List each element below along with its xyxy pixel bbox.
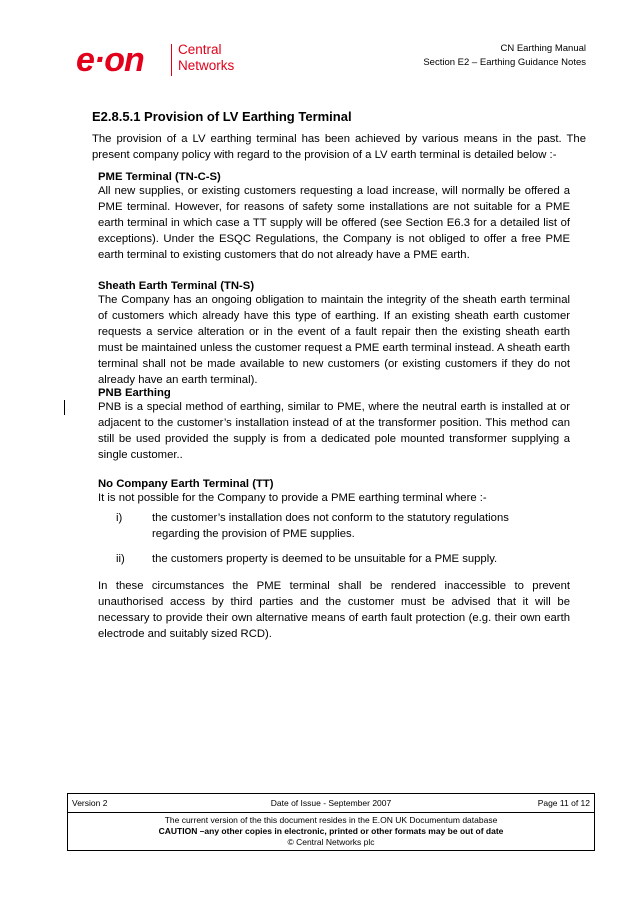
- intro-paragraph: The provision of a LV earthing terminal has been achieved by various means in the past. The present company policy with regard to the provision of a LV earth terminal is detailed below :-: [92, 133, 586, 161]
- section-title: Section E2 – Earthing Guidance Notes: [423, 57, 586, 68]
- footer-note-1: The current version of the this document resides in the E.ON UK Documentum database: [164, 815, 498, 825]
- footer-copyright: © Central Networks plc: [287, 837, 375, 847]
- section-title: PNB Earthing: [98, 387, 171, 399]
- footer-caution: CAUTION –any other copies in electronic, printed or other formats may be out of date: [158, 826, 504, 836]
- list-text: the customer’s installation does not conform to the statutory regulations regarding the provision of PME supplies.: [152, 512, 509, 540]
- section-pme: [98, 171, 570, 263]
- footer-date: Date of Issue - September 2007: [270, 798, 392, 808]
- revision-bar: [64, 400, 65, 415]
- eon-logo-mark: e·on: [76, 41, 144, 79]
- list-item: [98, 510, 538, 542]
- footer-notice: [68, 815, 594, 837]
- section-sheath: [98, 280, 570, 388]
- list-number: i): [116, 512, 123, 524]
- doc-title: CN Earthing Manual: [500, 43, 586, 54]
- section-title: No Company Earth Terminal (TT): [98, 478, 274, 490]
- company-logo: [76, 40, 246, 80]
- list-item: [98, 551, 538, 567]
- logo-divider: [171, 44, 172, 76]
- section-pnb: [98, 387, 570, 463]
- footer-version: Version 2: [72, 798, 108, 808]
- section-text: The Company has an ongoing obligation to maintain the integrity of the sheath earth terminal of customers which already have this type of earthing. If an existing sheath earth customer requests a service alteration or in the event of a fault repair then the existing sheath earth must be maintained unless the customer request a PME earth terminal instead. A sheath earth terminal shall not be made available to new customers (or existing customers if they do not already have an earth terminal).: [98, 294, 570, 386]
- page-footer: [67, 793, 595, 851]
- section-text: All new supplies, or existing customers requesting a load increase, will normally be offered a PME terminal. However, for reasons of safety some installations are not suitable for a PME earth terminal in which case a TT supply will be offered (see Section E6.3 for a detailed list of exceptions). Under the ESQC Regulations, the Company is not obliged to offer a free PME earth terminal to existing customers that do not already have a PME earth.: [98, 185, 570, 261]
- section-text: It is not possible for the Company to provide a PME earthing terminal where :-: [98, 492, 487, 504]
- page-title: E2.8.5.1 Provision of LV Earthing Terminal: [92, 109, 352, 124]
- section-tt: [98, 478, 570, 506]
- closing-paragraph: In these circumstances the PME terminal shall be rendered inaccessible to prevent unauthorised access by third parties and the customer must be advised that it will be necessary to provide their own alternative means of earth fault protection (e.g. their own earth electrode and suitably sized RCD).: [98, 580, 570, 640]
- header-info: [423, 42, 586, 70]
- list-text: the customers property is deemed to be unsuitable for a PME supply.: [152, 553, 498, 565]
- section-title: Sheath Earth Terminal (TN-S): [98, 280, 255, 292]
- footer-page-number: Page 11 of 12: [537, 798, 590, 808]
- logo-wordmark: [178, 42, 234, 74]
- logo-line-1: Central: [178, 42, 222, 57]
- list-number: ii): [116, 553, 125, 565]
- section-title: PME Terminal (TN-C-S): [98, 171, 221, 183]
- footer-row: [68, 794, 594, 813]
- section-text: PNB is a special method of earthing, similar to PME, where the neutral earth is installed at or adjacent to the customer’s installation instead of at the transformer position. This method can still be used provided the supply is from a dedicated pole mounted transformer supplying a single customer..: [98, 401, 570, 461]
- logo-line-2: Networks: [178, 58, 235, 73]
